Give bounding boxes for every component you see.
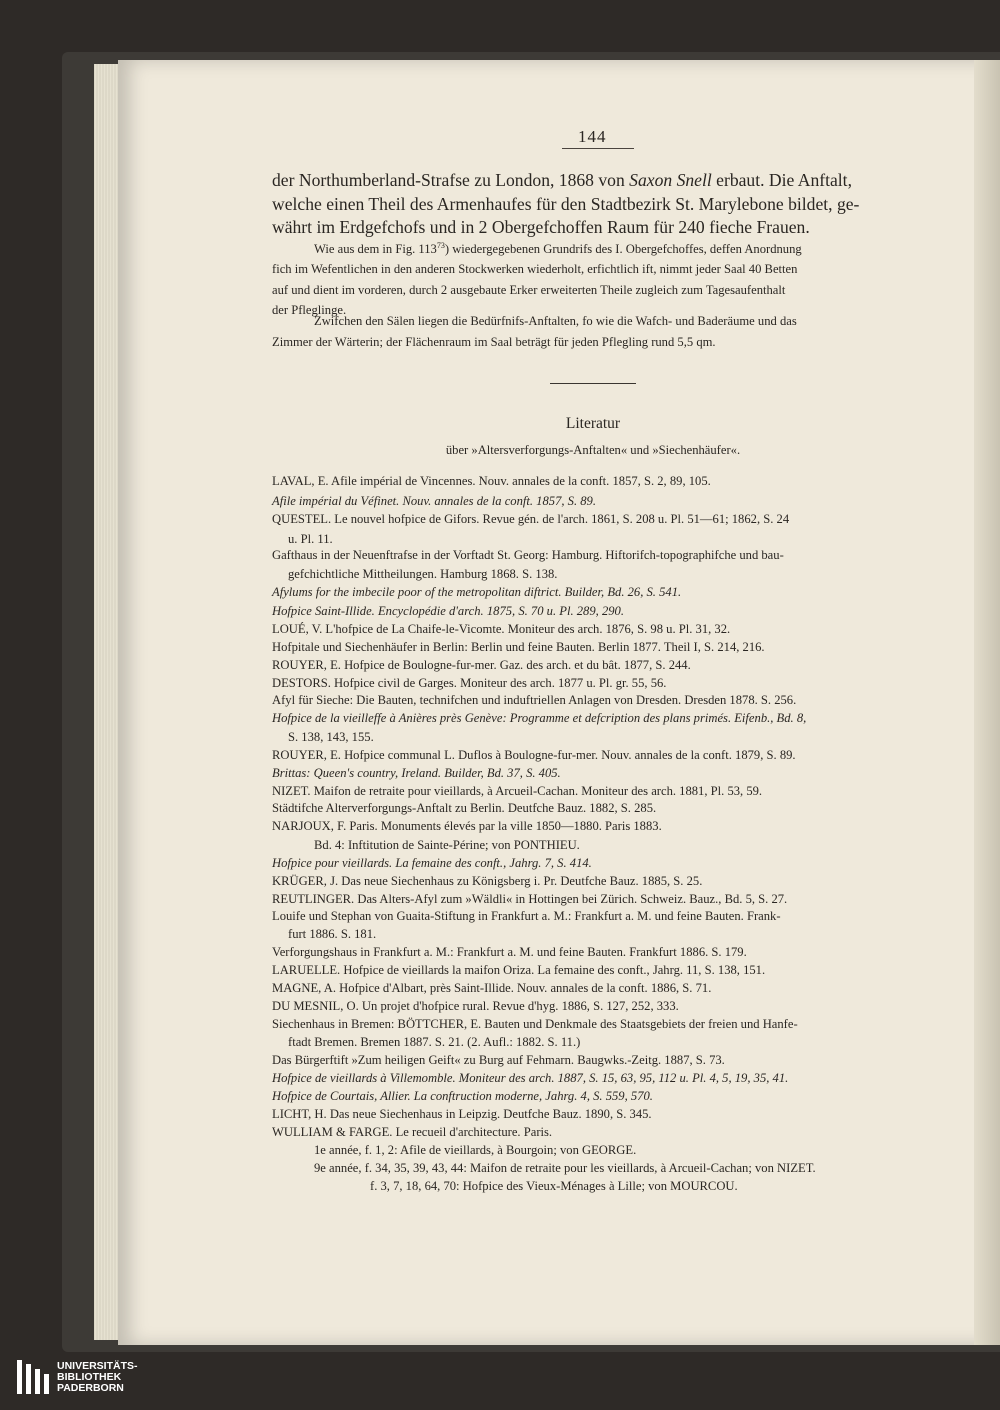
right-page-edge — [974, 60, 1000, 1345]
bib-entry: QUESTEL. Le nouvel hofpice de Gifors. Revue gén. de l'arch. 1861, S. 208 u. Pl. 51—61; 1862, S. 24 — [272, 512, 790, 526]
bib-entry: LICHT, H. Das neue Siechenhaus in Leipzig. Deutfche Bauz. 1890, S. 345. — [272, 1107, 652, 1121]
bib-entry: LOUÉ, V. L'hofpice de La Chaife-le-Vicomte. Moniteur des arch. 1876, S. 98 u. Pl. 31, 32. — [272, 622, 731, 636]
bib-entry: ftadt Bremen. Bremen 1887. S. 21. (2. Aufl.: 1882. S. 11.) — [288, 1035, 581, 1049]
bib-entry: ROUYER, E. Hofpice communal L. Duflos à Boulogne-fur-mer. Nouv. annales de la conft. 1879, S. 89. — [272, 748, 796, 762]
bib-entry: Hofpice Saint-Illide. Encyclopédie d'arch. 1875, S. 70 u. Pl. 289, 290. — [272, 604, 624, 618]
literatur-heading: Literatur — [565, 415, 621, 432]
bib-entry: MAGNE, A. Hofpice d'Albart, près Saint-Illide. Nouv. annales de la conft. 1886, S. 71. — [272, 981, 712, 995]
bib-entry: Hofpice de Courtais, Allier. La conftruction moderne, Jahrg. 4, S. 559, 570. — [272, 1089, 653, 1103]
bib-entry: Siechenhaus in Bremen: BÖTTCHER, E. Bauten und Denkmale des Staatsgebiets der freien und Hanfe- — [272, 1017, 798, 1031]
bib-entry: LAVAL, E. Afile impérial de Vincennes. Nouv. annales de la conft. 1857, S. 2, 89, 105. — [272, 474, 711, 488]
body-lead-line-3: währt im Erdgefchofs und in 2 Obergefchoffen Raum für 240 fieche Frauen. — [272, 217, 810, 237]
university-logo-icon — [16, 1359, 52, 1395]
page-number: 144 — [578, 127, 607, 146]
bib-entry: gefchichtliche Mittheilungen. Hamburg 1868. S. 138. — [288, 567, 558, 581]
bib-entry: KRÜGER, J. Das neue Siechenhaus zu Königsberg i. Pr. Deutfche Bauz. 1885, S. 25. — [272, 874, 703, 888]
bib-entry: Hofpice de la vieilleffe à Anières près Genève: Programme et defcription des plans primés. Eifenb., Bd. 8, — [272, 711, 807, 725]
bib-entry: ROUYER, E. Hofpice de Boulogne-fur-mer. Gaz. des arch. et du bât. 1877, S. 244. — [272, 658, 691, 672]
bib-entry: DU MESNIL, O. Un projet d'hofpice rural. Revue d'hyg. 1886, S. 127, 252, 333. — [272, 999, 679, 1013]
bib-entry: NARJOUX, F. Paris. Monuments élevés par la ville 1850—1880. Paris 1883. — [272, 819, 662, 833]
bib-entry: NIZET. Maifon de retraite pour vieillards, à Arcueil-Cachan. Moniteur des arch. 1881, Pl. 53, 59. — [272, 784, 763, 798]
body-para-1-line-2: fich im Wefentlichen in den anderen Stockwerken wiederholt, erfichtlich ift, nimmt jeder Saal 40 Betten — [272, 262, 798, 276]
logo-line-2: BIBLIOTHEK — [57, 1371, 122, 1383]
bib-entry: 9e année, f. 34, 35, 39, 43, 44: Maifon de retraite pour les vieillards, à Arcueil-Cachan; von NIZET. — [314, 1161, 816, 1175]
body-para-1-line-1: Wie aus dem in Fig. $113^{73}$) wiedergegebenen Grundrifs des I. Obergefchoffes, deffen Anordnung — [314, 241, 802, 257]
body-para-1-line-3: auf und dient im vorderen, durch 2 ausgebaute Erker erweiterten Theile zugleich zum Tagesaufenthalt — [272, 283, 786, 297]
bib-entry: f. 3, 7, 18, 64, 70: Hofpice des Vieux-Ménages à Lille; von MOURCOU. — [370, 1179, 738, 1193]
bib-entry: Brittas: Queen's country, Ireland. Builder, Bd. 37, S. 405. — [272, 766, 561, 780]
bib-entry: Hofpice pour vieillards. La femaine des conft., Jahrg. 7, S. 414. — [272, 856, 592, 870]
bib-entry: u. Pl. 11. — [288, 532, 333, 546]
logo-line-1: UNIVERSITÄTS- — [57, 1360, 138, 1372]
section-separator — [550, 383, 636, 384]
bib-entry: DESTORS. Hofpice civil de Garges. Moniteur des arch. 1877 u. Pl. gr. 55, 56. — [272, 676, 667, 690]
bib-entry: Hofpitale und Siechenhäufer in Berlin: Berlin und feine Bauten. Berlin 1877. Theil I, S. 214, 216. — [272, 640, 765, 654]
body-lead-line-2: welche einen Theil des Armenhaufes für den Stadtbezirk St. Marylebone bildet, ge- — [272, 194, 860, 214]
page-number-rule — [562, 148, 634, 149]
bib-entry: Louife und Stephan von Guaita-Stiftung in Frankfurt a. M.: Frankfurt a. M. und feine Bauten. Frank- — [272, 909, 781, 923]
body-para-1-line-4: der Pfleglinge. — [272, 303, 347, 317]
bib-entry: Städtifche Alterverforgungs-Anftalt zu Berlin. Deutfche Bauz. 1882, S. 285. — [272, 801, 657, 815]
bib-entry: WULLIAM & FARGE. Le recueil d'architecture. Paris. — [272, 1125, 553, 1139]
bib-entry: LARUELLE. Hofpice de vieillards la maifon Oriza. La femaine des conft., Jahrg. 11, S. 138, 151. — [272, 963, 766, 977]
bib-entry: Gafthaus in der Neuenftrafse in der Vorftadt St. Georg: Hamburg. Hiftorifch-topographifche und bau- — [272, 548, 784, 562]
bib-entry: 1e année, f. 1, 2: Afile de vieillards, à Bourgoin; von GEORGE. — [314, 1143, 637, 1157]
bib-entry: S. 138, 143, 155. — [288, 730, 374, 744]
bib-entry: REUTLINGER. Das Alters-Afyl zum »Wäldli« in Hottingen bei Zürich. Schweiz. Bauz., Bd. 5, S. 27. — [272, 892, 788, 906]
bib-entry: Verforgungshaus in Frankfurt a. M.: Frankfurt a. M. und feine Bauten. Frankfurt 1886. S. 179. — [272, 945, 747, 959]
bib-entry: furt 1886. S. 181. — [288, 927, 377, 941]
bib-entry: Bd. 4: Inftitution de Sainte-Périne; von PONTHIEU. — [314, 838, 580, 852]
body-para-2-line-2: Zimmer der Wärterin; der Flächenraum im Saal beträgt für jeden Pflegling rund 5,5 qm. — [272, 335, 716, 349]
bib-entry: Afylums for the imbecile poor of the metropolitan diftrict. Builder, Bd. 26, S. 541. — [272, 585, 682, 599]
bib-entry: Hofpice de vieillards à Villemomble. Moniteur des arch. 1887, S. 15, 63, 95, 112 u. Pl. 4, 5, 19, 35, 41. — [272, 1071, 789, 1085]
body-para-2-line-1: Zwifchen den Sälen liegen die Bedürfnifs-Anftalten, fo wie die Wafch- und Baderäume und das — [314, 314, 797, 328]
bib-entry: Das Bürgerftift »Zum heiligen Geift« zu Burg auf Fehmarn. Baugwks.-Zeitg. 1887, S. 73. — [272, 1053, 725, 1067]
body-lead-line-1: der Northumberland-Strafse zu London, 1868 von Saxon Snell erbaut. Die Anftalt, — [272, 170, 852, 190]
library-logo-text — [57, 1361, 138, 1394]
literatur-subheading: über »Altersverforgungs-Anftalten« und »Siechenhäufer«. — [445, 443, 741, 457]
bib-entry: Afile impérial du Véfinet. Nouv. annales de la conft. 1857, S. 89. — [272, 494, 597, 508]
logo-line-3: PADERBORN — [57, 1382, 124, 1394]
bib-entry: Afyl für Sieche: Die Bauten, technifchen und induftriellen Anlagen von Dresden. Dresden 1878. S. 256. — [272, 693, 797, 707]
